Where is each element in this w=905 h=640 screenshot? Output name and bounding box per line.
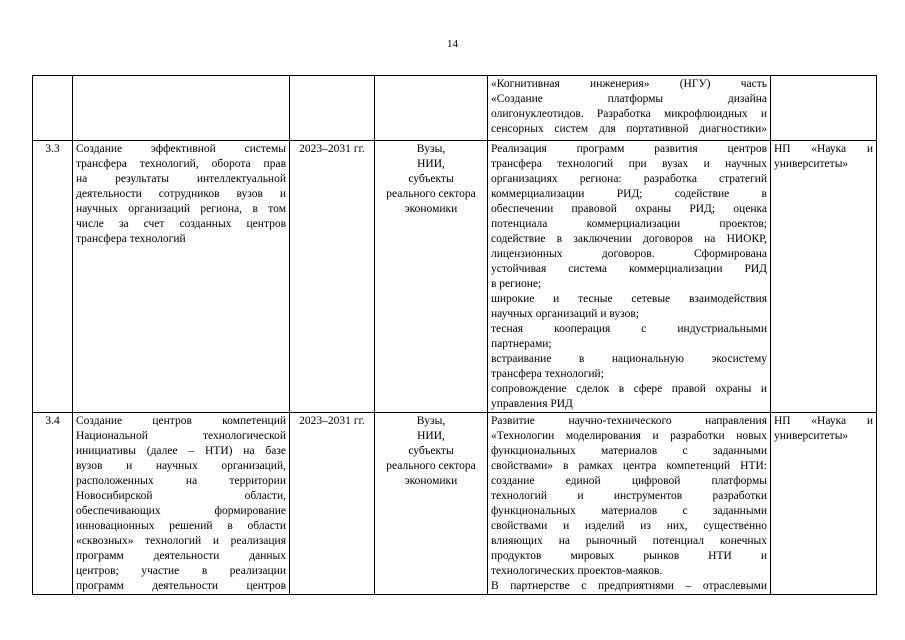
item-number-cell [33,76,73,141]
result-line: функциональных материалов с заданными [491,445,767,457]
result-line: продуктов мировых рынков НТИ и [491,550,767,562]
result-line: партнерами; [491,338,552,350]
organizations-cell [375,413,488,595]
task-line: инициативы (далее – НТИ) на базе [76,445,286,457]
organizations-line: экономики [404,475,458,487]
task-line: числе за счет созданных центров [76,218,286,230]
result-line: обеспечении правовой охраны РИД; оценка [491,203,767,215]
organizations-line: НИИ, [417,158,445,170]
responsible-cell [771,141,877,413]
organizations-line: субъекты [408,445,454,457]
period-cell: 2023–2031 гг. [290,413,375,595]
task-line: инновационных решений в области [76,520,286,532]
result-line: встраивание в национальную экосистему [491,353,767,365]
task-line: трансфера технологий [76,233,186,245]
task-cell [73,141,290,413]
organizations-line: реального сектора [386,460,476,472]
task-line: деятельности сотрудников вузов и [76,188,286,200]
result-cell [488,76,771,141]
task-line: «сквозных» технологий и реализация [76,535,286,547]
task-line: Новосибирской области, [76,490,286,502]
responsible-line: университеты» [774,158,849,170]
result-line: «Технологии моделирования и разработки новых [491,430,767,442]
task-line: Национальной технологической [76,430,286,442]
result-line: устойчивая система коммерциализации РИД [491,263,767,275]
responsible-cell [771,76,877,141]
organizations-cell [375,141,488,413]
period-cell [290,76,375,141]
result-line: технологических проектов-маяков. [491,565,663,577]
result-line: трансфера технологий; [491,368,604,380]
table-row [33,413,877,595]
responsible-line: НП «Наука и [774,143,873,155]
result-line: «Создание платформы дизайна [491,93,767,105]
result-line: функциональных материалов с заданными [491,505,767,517]
task-line: научных организаций региона, в том [76,203,286,215]
task-line: вузов и научных организаций, [76,460,286,472]
responsible-cell [771,413,877,595]
result-line: трансфера технологий при вузах и научных [491,158,767,170]
measures-table [32,75,877,595]
responsible-line: НП «Наука и [774,415,873,427]
result-line: содействие в заключении договоров на НИОКР, [491,233,767,245]
organizations-cell [375,76,488,141]
page-number: 14 [447,38,458,50]
result-cell [488,413,771,595]
task-line: программ деятельности данных [76,550,286,562]
period-cell: 2023–2031 гг. [290,141,375,413]
task-line: центров; участие в реализации [76,565,286,577]
result-line: коммерциализации РИД; содействие в [491,188,767,200]
table-row [33,141,877,413]
result-line: организациях региона: разработка стратегий [491,173,767,185]
result-line: лицензионных договоров. Сформирована [491,248,767,260]
organizations-line: Вузы, [416,143,446,155]
organizations-line: экономики [404,203,458,215]
task-line: Создание центров компетенций [76,415,286,427]
result-line: свойствами» в рамках центра компетенций НТИ: [491,460,767,472]
result-line: потенциала коммерциализации проектов; [491,218,767,230]
result-line: научных организаций и вузов; [491,308,639,320]
responsible-line: университеты» [774,430,849,442]
result-line: «Когнитивная инженерия» (НГУ) часть [491,78,767,90]
item-number-cell: 3.3 [33,141,73,413]
result-line: свойствами и изделий из них, существенно [491,520,767,532]
organizations-line: Вузы, [416,415,446,427]
result-line: создание единой цифровой платформы [491,475,767,487]
result-line: тесная кооперация с индустриальными [491,323,767,335]
result-line: в регионе; [491,278,542,290]
task-cell [73,76,290,141]
result-line: В партнерстве с предприятиями – отраслевыми [491,580,767,592]
organizations-line: субъекты [408,173,454,185]
result-line: технологий и инструментов разработки [491,490,767,502]
result-line: широкие и тесные сетевые взаимодействия [491,293,767,305]
result-line: Развитие научно-технического направления [491,415,767,427]
task-line: трансфера технологий, оборота прав [76,158,286,170]
item-number-cell: 3.4 [33,413,73,595]
result-line: сенсорных систем для портативной диагностики» [491,123,767,135]
result-line: олигонуклеотидов. Разработка микрофлюидных и [491,108,767,120]
task-line: обеспечивающих формирование [76,505,286,517]
result-line: сопровождение сделок в сфере правой охраны и [491,383,767,395]
task-line: программ деятельности центров [76,580,286,592]
task-line: Создание эффективной системы [76,143,286,155]
organizations-line: реального сектора [386,188,476,200]
result-line: влияющих на рыночный потенциал конечных [491,535,767,547]
organizations-line: НИИ, [417,430,445,442]
result-cell [488,141,771,413]
task-line: расположенных на территории [76,475,286,487]
task-line: на результаты интеллектуальной [76,173,286,185]
result-line: управления РИД [491,398,573,410]
task-cell [73,413,290,595]
result-line: Реализация программ развития центров [491,143,767,155]
table-row [33,76,877,141]
